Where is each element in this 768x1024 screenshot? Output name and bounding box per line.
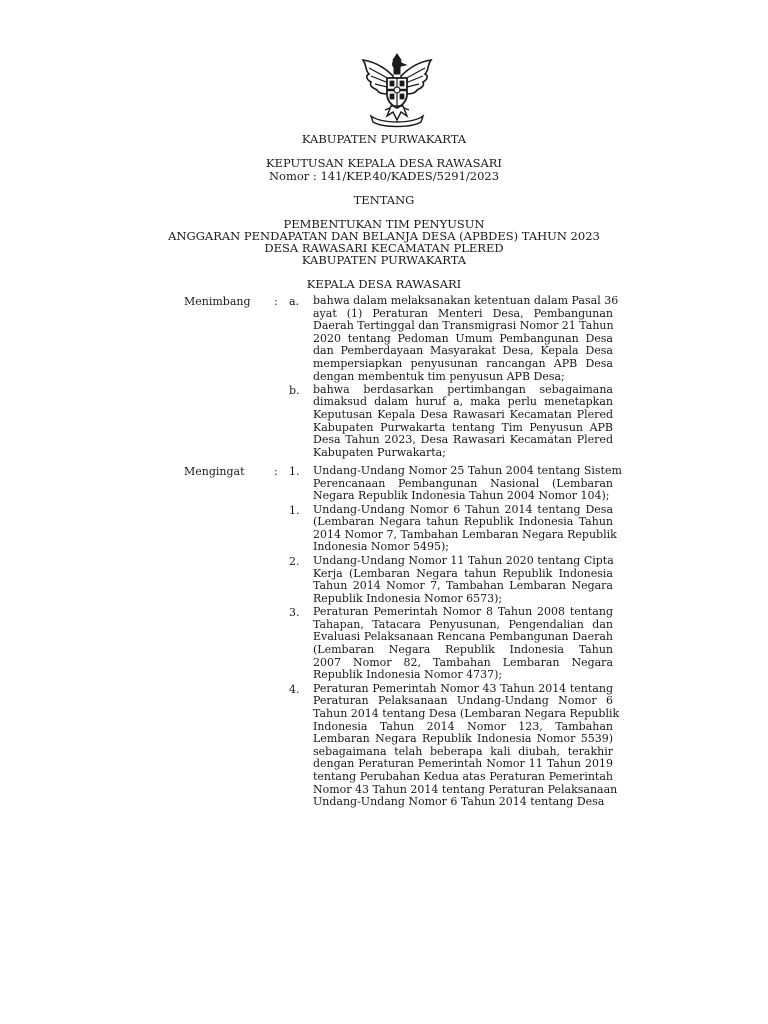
garuda-emblem-icon (357, 50, 437, 130)
menimbang-label: Menimbang (184, 295, 251, 308)
menimbang-item-line: dan Pemberdayaan Masyarakat Desa, Kepala Desa (313, 344, 613, 358)
menimbang-item-line: bahwa berdasarkan pertimbangan sebagaimana (313, 382, 613, 396)
mengingat-item-line: 2014 Nomor 7, Tambahan Lembaran Negara Republik (313, 527, 617, 541)
menimbang-item-line: bahwa dalam melaksanakan ketentuan dalam Pasal 36 (313, 294, 619, 307)
mengingat-item-line: Undang-Undang Nomor 6 Tahun 2014 tentang Desa (313, 502, 613, 516)
mengingat-item-line: Negara Republik Indonesia Tahun 2004 Nomor 104); (313, 489, 610, 503)
mengingat-item-line: tentang Perubahan Kedua atas Peraturan Pemerintah (313, 769, 613, 783)
mengingat-item-marker: 1. (289, 503, 300, 517)
subject-line-4: KABUPATEN PURWAKARTA (301, 253, 467, 267)
mengingat-item-line: Republik Indonesia Nomor 6573); (313, 591, 503, 605)
menimbang-item-line: 2020 tentang Pedoman Umum Pembangunan Desa (313, 331, 613, 345)
mengingat-item-line: Peraturan Pelaksanaan Undang-Undang Nomor 6 (313, 694, 613, 708)
decree-number: Nomor : 141/KEP.40/KADES/5291/2023 (268, 169, 500, 183)
subject-line-3: DESA RAWASARI KECAMATAN PLERED (264, 241, 504, 255)
mengingat-item-line: Undang-Undang Nomor 25 Tahun 2004 tentang Sistem (313, 464, 622, 477)
subject-line-2: ANGGARAN PENDAPATAN DAN BELANJA DESA (APBDES) TAHUN 2023 (168, 229, 600, 243)
mengingat-item-line: (Lembaran Negara tahun Republik Indonesia Tahun (313, 515, 613, 529)
mengingat-item-line: Peraturan Pemerintah Nomor 43 Tahun 2014 tentang (313, 681, 613, 695)
mengingat-item-marker: 1. (289, 465, 300, 478)
mengingat-item-text (313, 681, 620, 809)
menimbang-item-line: mempersiapkan penyusunan rancangan APB Desa (313, 356, 613, 370)
mengingat-item-line: Indonesia Tahun 2014 Nomor 123, Tambahan (313, 719, 613, 733)
regency-heading: KABUPATEN PURWAKARTA (301, 132, 467, 146)
about-heading: TENTANG (353, 193, 415, 207)
mengingat-item-line: Peraturan Pemerintah Nomor 8 Tahun 2008 tentang (313, 605, 613, 619)
mengingat-item-line: Perencanaan Pembangunan Nasional (Lembaran (313, 476, 613, 490)
mengingat-item-line: sebagaimana telah beberapa kali diubah, terakhir (313, 744, 613, 758)
menimbang-item-text (313, 294, 619, 383)
menimbang-colon: : (274, 295, 278, 308)
mengingat-item-line: (Lembaran Negara Republik Indonesia Tahun (313, 643, 613, 657)
mengingat-item-line: Lembaran Negara Republik Indonesia Nomor 5539) (313, 732, 613, 746)
mengingat-item-marker: 2. (289, 555, 300, 568)
mengingat-item-marker: 4. (289, 682, 300, 696)
menimbang-item-marker: b. (289, 383, 300, 397)
menimbang-item-line: Kabupaten Purwakarta; (313, 445, 446, 459)
mengingat-item-line: Tahun 2014 tentang Desa (Lembaran Negara Republik (313, 706, 620, 720)
mengingat-label: Mengingat (184, 465, 245, 478)
mengingat-item-line: 2007 Nomor 82, Tambahan Lembaran Negara (313, 655, 613, 669)
menimbang-item-marker: a. (289, 295, 300, 308)
menimbang-item-line: Keputusan Kepala Desa Rawasari Kecamatan Plered (313, 407, 613, 421)
menimbang-item-line: Desa Tahun 2023, Desa Rawasari Kecamatan Plered (313, 433, 613, 447)
decree-title: KEPUTUSAN KEPALA DESA RAWASARI (266, 156, 502, 170)
menimbang-item-line: dimaksud dalam huruf a, maka perlu menetapkan (313, 395, 613, 409)
authority-heading: KEPALA DESA RAWASARI (306, 277, 462, 291)
menimbang-item-line: Daerah Tertinggal dan Transmigrasi Nomor 21 Tahun (313, 319, 614, 333)
mengingat-item-line: Kerja (Lembaran Negara tahun Republik Indonesia (313, 566, 613, 580)
menimbang-item-line: dengan membentuk tim penyusun APB Desa; (313, 369, 565, 383)
mengingat-item-line: dengan Peraturan Pemerintah Nomor 11 Tahun 2019 (313, 757, 613, 771)
mengingat-colon: : (274, 465, 278, 478)
mengingat-item-line: Undang-Undang Nomor 11 Tahun 2020 tentang Cipta (313, 554, 614, 567)
menimbang-item-line: ayat (1) Peraturan Menteri Desa, Pembangunan (313, 306, 613, 320)
mengingat-item-line: Evaluasi Pelaksanaan Rencana Pembangunan Daerah (313, 630, 613, 644)
mengingat-item-line: Indonesia Nomor 5495); (313, 540, 449, 554)
menimbang-item-line: Kabupaten Purwakarta tentang Tim Penyusun APB (313, 420, 613, 434)
mengingat-item-text (313, 555, 613, 605)
mengingat-item-line: Republik Indonesia Nomor 4737); (313, 668, 503, 682)
mengingat-item-text (313, 502, 617, 554)
subject-line-1: PEMBENTUKAN TIM PENYUSUN (283, 217, 485, 231)
menimbang-item-text (313, 384, 613, 460)
mengingat-item-line: Tahapan, Tatacara Penyusunan, Pengendalian dan (313, 617, 613, 631)
mengingat-item-line: Tahun 2014 Nomor 7, Tambahan Lembaran Negara (313, 579, 613, 593)
mengingat-item-marker: 3. (289, 606, 300, 620)
mengingat-item-line: Undang-Undang Nomor 6 Tahun 2014 tentang Desa (313, 795, 605, 809)
mengingat-item-line: Nomor 43 Tahun 2014 tentang Peraturan Pelaksanaan (313, 782, 618, 796)
mengingat-item-text (313, 606, 613, 682)
mengingat-item-text (313, 464, 622, 503)
